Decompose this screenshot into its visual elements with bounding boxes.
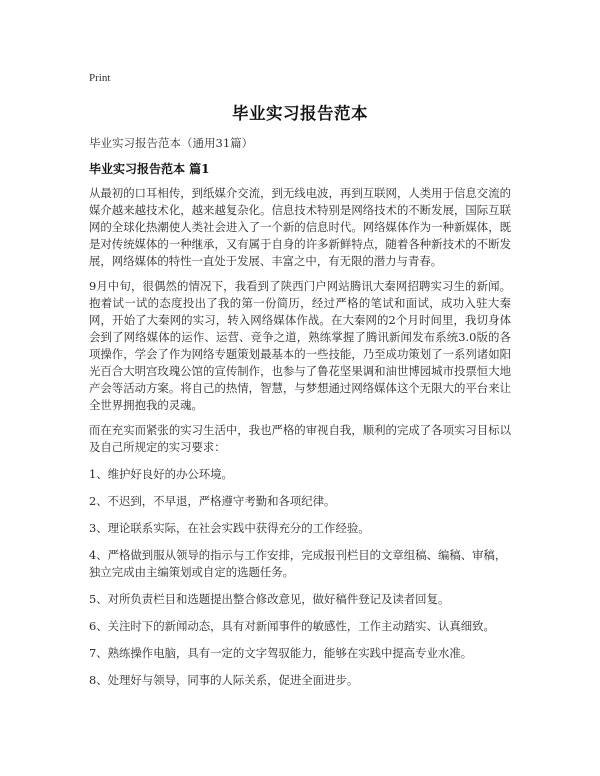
paragraph-intro: 从最初的口耳相传，到纸媒介交流，到无线电波，再到互联网，人类用于信息交流的媒介越来越技术化，越来越复杂化。信息技术特别是网络技术的不断发展，国际互联网的全球化热潮使人类社会进入了一个新的信息时代。网络媒体作为一种新媒体，既是对传统媒体的一种继承，又有属于自身的许多新鲜特点，随着各种新技术的不断发展，网络媒体的特性一直处于发展、丰富之中，有无限的潜力与青春。 bbox=[89, 186, 511, 268]
list-item: 4、严格做到服从领导的指示与工作安排，完成报刊栏目的文章组稿、编稿、审稿，独立完成由主编策划或自定的选题任务。 bbox=[89, 548, 507, 579]
document-title: 毕业实习报告范本 bbox=[232, 104, 368, 123]
document-subtitle: 毕业实习报告范本（通用31篇） bbox=[89, 136, 254, 150]
list-item: 3、理论联系实际，在社会实践中获得充分的工作经验。 bbox=[89, 521, 370, 535]
paragraph-internship: 9月中旬，很偶然的情况下，我看到了陕西门户网站腾讯大秦网招聘实习生的新闻。抱着试一试的态度投出了我的第一份简历，经过严格的笔试和面试，成功入驻大秦网，开始了大秦网的实习，转入网络媒体作战。在大秦网的2个月时间里，我切身体会到了网络媒体的运作、运营、竞争之道，熟练掌握了腾讯新闻发布系统3.0版的各项操作，学会了作为网络专题策划最基本的一些技能，乃至成功策划了一系列诸如阳光百合大明宫玫瑰公馆的宣传制作，也参与了鲁花坚果调和油世博园城市投票恒大地产会等活动方案。将自己的热情，智慧，与梦想通过网络媒体这个无限大的平台来让全世界拥抱我的灵魂。 bbox=[89, 279, 511, 412]
print-label[interactable]: Print bbox=[89, 72, 111, 84]
list-item: 8、处理好与领导，同事的人际关系，促进全面进步。 bbox=[89, 673, 359, 687]
list-item: 6、关注时下的新闻动态，具有对新闻事件的敏感性，工作主动踏实、认真细致。 bbox=[89, 619, 495, 633]
list-item: 1、维护好良好的办公环境。 bbox=[89, 467, 233, 481]
list-item: 2、不迟到，不早退，严格遵守考勤和各项纪律。 bbox=[89, 494, 336, 508]
paragraph-goals: 而在充实而紧张的实习生活中，我也严格的审视自我，顺利的完成了各项实习目标以及自己所规定的实习要求： bbox=[89, 423, 511, 454]
list-item: 5、对所负责栏目和选题提出整合修改意见，做好稿件登记及读者回复。 bbox=[89, 592, 450, 606]
list-item: 7、熟练操作电脑，具有一定的文字驾驭能力，能够在实践中提高专业水准。 bbox=[89, 646, 473, 660]
section-heading: 毕业实习报告范本 篇1 bbox=[89, 162, 210, 176]
